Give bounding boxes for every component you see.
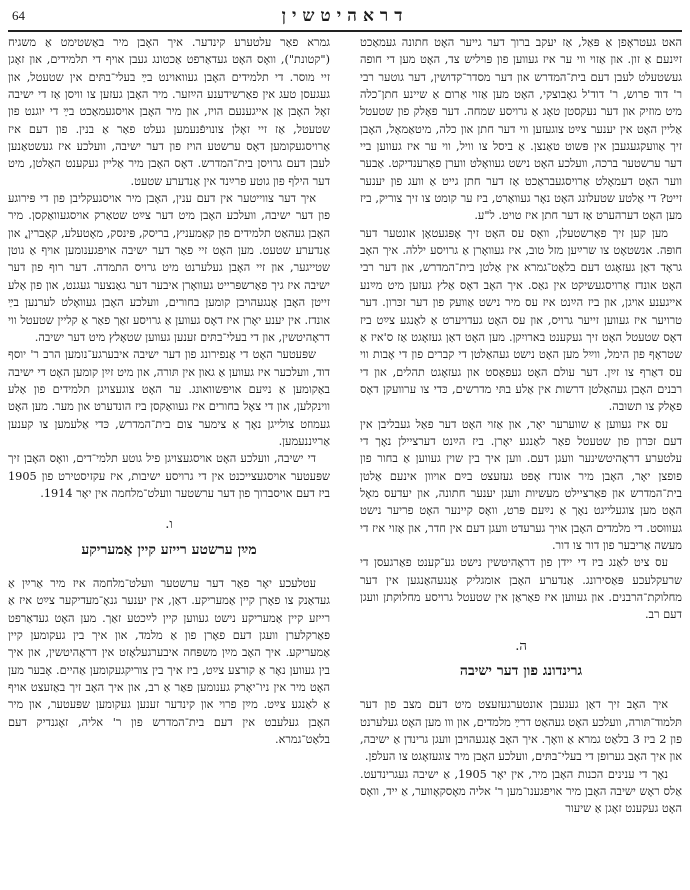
left-column [8,34,330,890]
running-head: דראהיטשין [281,6,409,26]
paragraph: נאָך די ענינים הכנות האָבן מיר, אין יאָר 1905, אַ ישיבה געגרינדעט. אַלס ראָש ישיבה האָבן מיר אויפגענו־מען ר' אליה מאָסקאָווער, אַ ייד, וואָס האָט געקענט זאָגן אַ שיעור [360,767,682,816]
paragraph: שפּעטער האָט די אָנפירונג פון דער ישיבה איבערגע־נומען הרב ר' יוסף דוד, וועלכער איז געווען אַ גאון אין תּורה, און מיט זײַן קומען האָט די ישיבה באַקומען אַ נײַעם אויפשוואונג. ער האָט צוגעצויגן תלמידים פון אַלע ווינקלען, און די צאָל בחורים איז געוואַקסן ביז הונדערט און מער. מען האָט געמוזט צולייגן נאָך אַ צימער צום בית־המדרש, כּדי אַלעמען צו קענען אַרײַננעמען. [8,348,330,448]
paragraph: די ישיבה, וועלכע האָט אויסגעצויגן פיל גוטע תלמי־דים, וואָס האָבן זיך שפּעטער אויסגעצייכנט אין די גרויסע ישיבות, איז עקזיסטירט פון 1905 ביז דעם אויסברוך פון דער ערשטער וועלט־מלחמה אין יאָר 1914. [8,452,330,500]
section-number: ה. [515,638,527,654]
paragraph: איך האָב זיך דאַן געגעבן אונטערגעזעצט מיט דעם מצב פון דער תּלמוד־תּורה, וועלכע האָט געהאַט דרײַ מלמדים, און ווו מען האָט געלערנט פון 2 ביז 3 בלאַט גמרא אַ וואָך. איך האָב אָנגעהויבן וועגן גרינדן אַ ישיבה, און איך האָב גערופן די בעלי־בתּים, וועלכע האָבן מיר צוגעזאָגט צו העלפן. [360,698,682,764]
section-title: גרינדונג פון דער ישיבה [459,663,583,680]
section-number: ו. [165,517,173,533]
text-columns [8,34,682,890]
paragraph: איך דער צווייטער אין דעם ענין, האָבן מיר אויסגעקליבן פון די פּירוגע פון דער ישיבה, וועלכע האָבן מיט דער צײַט שטאַרק אויסגעוואַקסן. מיר האָבן געהאַט תלמידים פון קאַמעניץ, בריסק, פּינסק, מאָטעלע, קאָבריןָ, און אַנדערע שטעט. מען האָט זיי פאַר דער ישיבה אויפגענומען אויף אַ גוטן שטייגער, און זיי האָבן געלערנט מיט גרויס התמדה. דער רוף פון דער ישיבה איז גיך פאַרשפּרייט געוואָרן איבער דער גאַנצער געגנט, און פון אַלע זייטן האָבן אָנגעהויבן קומען בחורים, וועלכע האָבן געוואָלט לערנען בײַ אונדז. אין יענע יאָרן איז דאָס געווען אַ גרויסע זאַך פאַר אַ קליין שטעטל ווי דראָהיטשין, און די בעלי־בתּים זענען געווען שטאָלץ מיט דער ישיבה. [8,192,330,344]
paragraph: עס ציט לאַנג ביז די יידן פון דראָהיטשין נישט גע־קענט פאַרגעסן די שרעקלעכע פּאַסירונג. אַנדערע האָבן אומגליק אַנגעהאַנגען אין דער מחלוקת־הרבנים. און געווען איז פאַראַן אין שטעטל גרויסע מחלוקתן וועגן דעם רב. [360,556,682,622]
page-number: 64 [12,8,25,23]
section-title: מײַן ערשטע רייזע קיין אַמעריקע [81,541,257,558]
paragraph: עטלעכע יאָר פאַר דער ערשטער וועלט־מלחמה איז מיר אַרײַן אַ געדאַנק צו פאָרן קיין אַמעריקע. דאַן, אין יענער גנאָ־מעדיקער צײַט איז אַ רייזע קיין אַמעריקע נישט געווען קיין לײַכטע זאַך. מען האָט געדאַרפט פאַרקלערן וועגן דעם פאָרן פון אַ מלמד, און איך בין געקומען קיין אַמעריקע. איך האָב מײַן משפּחה איבערגעלאָזט אין דראָהיטשין, און איך בין געווען נאָר אַ קורצע צײַט, ביז איך בין צוריקגעקומען אַהיים. אָבער מען האָט מיר אין ניו־יאָרק גענומען פאַר אַ רב, און איך האָב זיך באַזעצט אויף אַ לאַנגע צײַט. מײַן פרוי און קינדער זענען געקומען שפּעטער, און מיר האָבן געלעבט אין דעם בית־המדרש פון ר' אליה, זאָגנדיק דעם בלאַט־גמרא. [8,576,330,747]
paragraph: האט געטראָפן אַ פּאַל, אַז יעקב ברוך דער גייער האָט חתונה געמאַכט זײַנעם אַ זון. און אַזוי ווי ער איז געווען פון פּויליש צד, האָט מען די חופה געשטעלט לעבן דעם בית־המדרש און דער מסדר־קדושין, דער גוטער רבי ר' דוד פרוש, ר' דוד'ל גאָבוצקי, האָט מען אַזוי אַרום אַ שיינע חתן־כלה מיט מוזיק און דער נעקסטן טאָג אַ גרויסע שמחה. דער פאָלק פון שטעטל אַליין האָט אין יענער צײַט צוגעזען ווי דער חתן און כלה, מיטאַמאָל, האָבן זיך אַוועקגעגעבן אין פּשוט טאַנצן. אַ ביסל צו וויל, ווי ער איז געווען ביי דער ערשטער ברכה, וועלכע האָט נישט געוואָלט ווערן פאַרענדיקט. אַבער ווער האָט דעמאָלט אַרויסגעבראַכט אַז דער חתן גייט אַ וועג פון יענער זייט? די אַלטע שטעלונג האָט נאָר געוואַרט, ביז ער קומט צו זיך צוריק, ביז מען האָט דערהערט אַז דער חתן איז טויט. ל"ע. [360,36,682,223]
paragraph: גמרא פאַר עלטערע קינדער. איך האָבן מיר באַשטימט אַ משגיח ("קטונת"), וואָס האָט געדאַרפט אַכטונג געבן אויף די תלמידים, און זאָגן זיי מוסר. די תלמידים האָבן געוואוינט בײַ בעלי־בתּים אין שטעטל, און געגעסן טעג אין פאַרשידענע הײַזער. מיר האָבן געזען צו וויסן אַז די ישיבה זאָל האָבן אַן אייגענעם הויז, און מיר האָבן אויסגעמאַכט בײַ די יוגנט פון שטעטל, אַז זיי זאָלן צונויפֿנעמען געלט פאַר אַ בנין. פון דעם איז אַרויסגעקומען דאָס ערשטע הויז פון דער ישיבה, וועלכע איז געשטאַנען לעבן דעם גרויסן בית־המדרש. דאָס האָבן מיר אַליין געקענט האַלטן, מיט דער הילף פון גוטע פרײַנד אין אַנדערע שטעט. [8,36,330,188]
paragraph: מען קען זיך פאָרשטעלן, וואָס עס האָט זיך אָפּגעטאָן אונטער דער חופּה. אנשטאָט צו שרײַען מזל טוב, איז געוואָרן אַ גרויסע יללה. איך האָב גראָד דאַן געזאָגט דעם בלאַט־גמרא אין אַלטן בית־המדרש, און דער רבי האָט אונדז אַרויסגעשיקט אין גאַס. איך האָב דאָס אַלץ געזען מיט מײַנע אייגענע אויגן, און ביז הײַנט איז עס מיר נישט אַוועק פון דער זכּרון. דער טרויער איז געווען זייער גרויס, און עס האָט געדויערט אַ לאַנגע צײַט ביז דאָס שטעטל האָט זיך געקענט בארויִקן. מען האָט דאַן געזאָגט אַז ס'איז אַ שטראָף פון הימל, ווײַל מען האָט נישט געהאַלטן די קברים פון די אָבות ווי עס דאַרף צו זײַן. דער עולם האָט געפאַסט און געזאָגט תהלים, און די רבנים האָבן געהאַלטן דרשות אין אַלע בתּי מדרשים, כּדי צו ערוועקן דאָס פאָלק צו תשובה. [360,226,682,414]
right-column [360,34,682,890]
paragraph: עס איז געווען אַ שווערער יאָר, און אַזוי האָט דער פאַל געבליבן אין דעם זכּרון פון שטעטל פאַר לאַנגע יאָרן. ביז הײַנט דערציילן נאָך די עלטערע דראָהיטשינער וועגן דעם. ווען איך בין שוין געווען אַ בחור פון פופצן יאָר, האָבן מיר אונדז אָפט געזעצט בײַם אויוון אינעם אַלטן בית־המדרש און פאַרציילט מעשיות וועגן יענער חתונה, און יעדעס מאָל האָט מען צוגעלייגט נאָך אַ נײַעם פּרט, וואָס קיינער האָט פריער נישט געוווּסט. די מלמדים האָבן אויך גערעדט וועגן דעם אין חדר, און אַזוי איז די מעשה אַריבער פון דור צו דור. [360,417,682,552]
page-header [8,6,682,32]
